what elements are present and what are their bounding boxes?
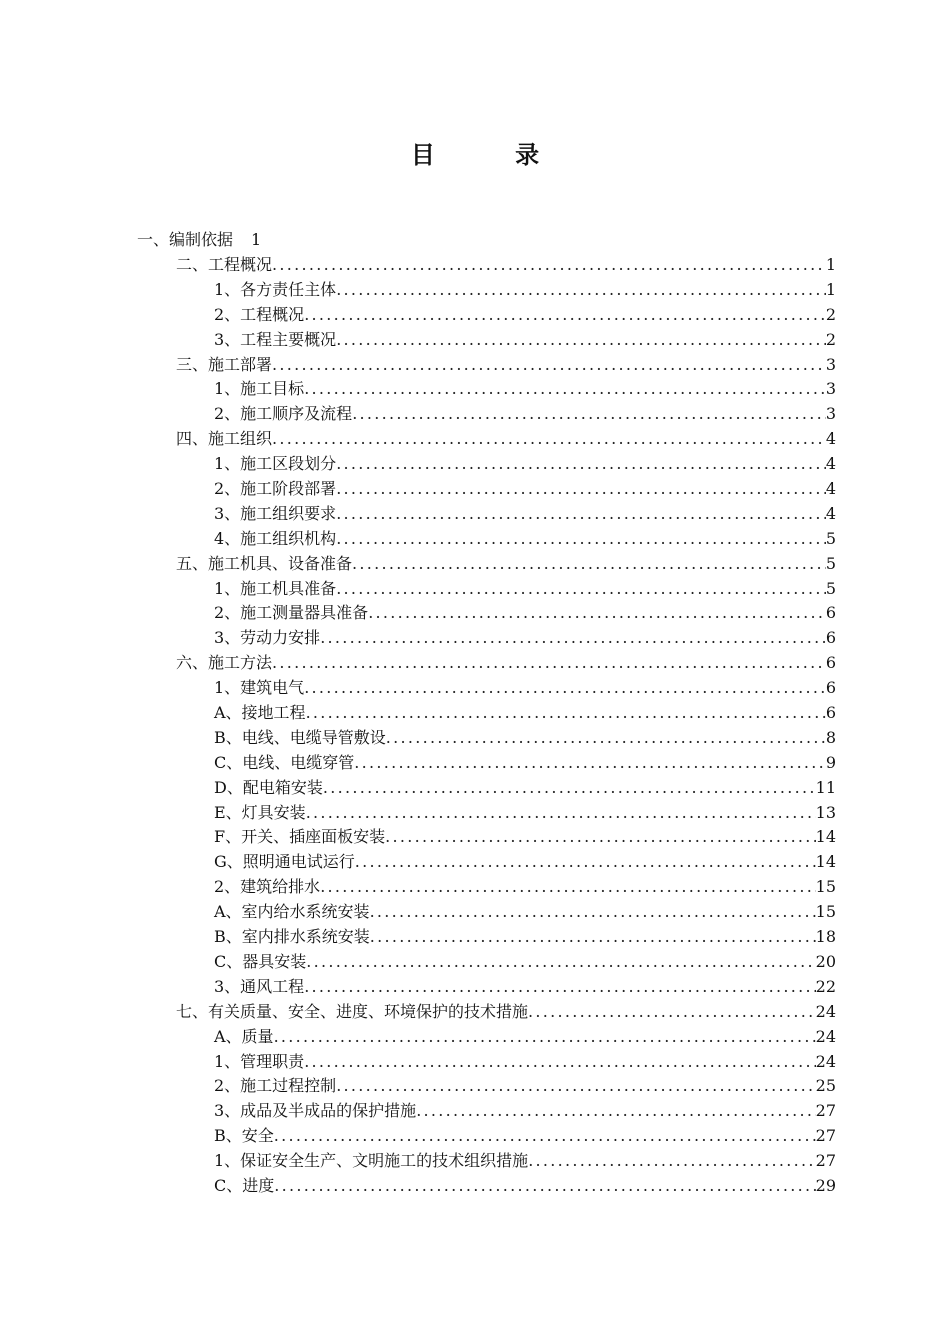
toc-entry-page: 1 — [825, 279, 836, 299]
toc-leader-dots — [336, 577, 826, 602]
toc-entry-page: 4 — [825, 479, 836, 499]
toc-entry[interactable] — [0, 751, 950, 776]
toc-entry[interactable] — [0, 452, 950, 477]
toc-entry-label: 1、管理职责 — [214, 1051, 305, 1071]
toc-leader-dots — [272, 427, 826, 452]
toc-entry[interactable] — [0, 328, 950, 353]
toc-entry-page: 9 — [825, 752, 836, 772]
toc-list — [0, 253, 950, 1199]
toc-entry-page: 11 — [815, 777, 836, 797]
toc-entry[interactable] — [0, 850, 950, 875]
toc-entry-label: C、器具安装 — [214, 951, 307, 971]
toc-entry[interactable] — [0, 776, 950, 801]
toc-entry[interactable] — [0, 427, 950, 452]
toc-leader-dots — [306, 701, 826, 726]
toc-entry-page: 22 — [815, 976, 836, 996]
toc-entry-label: A、接地工程 — [214, 703, 306, 723]
toc-leader-dots — [368, 601, 826, 626]
toc-entry-page: 3 — [825, 404, 836, 424]
toc-entry-page: 14 — [815, 852, 836, 872]
toc-entry-page: 6 — [825, 703, 836, 723]
toc-entry[interactable] — [0, 701, 950, 726]
toc-entry-label: 3、劳动力安排 — [214, 628, 321, 648]
toc-leader-dots — [336, 452, 826, 477]
toc-entry-page: 27 — [815, 1126, 836, 1146]
toc-entry-page: 1 — [251, 230, 262, 249]
toc-entry-label: F、开关、插座面板安装 — [214, 827, 386, 847]
toc-entry-label: 2、施工阶段部署 — [214, 479, 337, 499]
toc-leader-dots — [304, 975, 815, 1000]
toc-entry-page: 4 — [825, 503, 836, 523]
toc-leader-dots — [320, 626, 826, 651]
toc-entry-label: 一、编制依据 — [137, 230, 234, 249]
toc-entry[interactable] — [0, 626, 950, 651]
toc-entry-label: 2、施工过程控制 — [214, 1076, 337, 1096]
toc-leader-dots — [304, 377, 826, 402]
toc-entry-label: 1、建筑电气 — [214, 678, 305, 698]
toc-entry[interactable] — [0, 1124, 950, 1149]
page-title: 目 录 — [410, 141, 576, 169]
toc-entry[interactable] — [0, 875, 950, 900]
toc-entry-page: 3 — [825, 379, 836, 399]
toc-entry[interactable] — [0, 1074, 950, 1099]
toc-entry-label: 3、成品及半成品的保护措施 — [214, 1101, 417, 1121]
toc-entry-page: 18 — [815, 927, 836, 947]
toc-leader-dots — [528, 1149, 815, 1174]
toc-entry-page: 24 — [815, 1051, 836, 1071]
toc-entry-page: 20 — [815, 951, 836, 971]
toc-leader-dots — [336, 502, 826, 527]
toc-entry-label: 3、工程主要概况 — [214, 329, 337, 349]
toc-entry[interactable] — [0, 477, 950, 502]
toc-entry-page: 29 — [815, 1175, 836, 1195]
toc-entry[interactable] — [0, 726, 950, 751]
toc-entry-page: 24 — [815, 1001, 836, 1021]
toc-leader-dots — [274, 1025, 816, 1050]
toc-entry-label: 2、施工顺序及流程 — [214, 404, 353, 424]
toc-leader-dots — [306, 950, 815, 975]
toc-entry[interactable] — [0, 1174, 950, 1199]
toc-entry-label: 2、施工测量器具准备 — [214, 603, 369, 623]
toc-entry-page: 1 — [825, 255, 836, 274]
toc-entry-page: 5 — [825, 578, 836, 598]
toc-entry-page: 6 — [825, 603, 836, 623]
toc-entry-label: 3、通风工程 — [214, 976, 305, 996]
toc-entry-label: B、电线、电缆导管敷设 — [214, 727, 386, 747]
toc-leader-dots — [274, 1174, 815, 1199]
toc-entry[interactable] — [0, 1149, 950, 1174]
toc-entry-label: A、质量 — [214, 1026, 274, 1046]
toc-entry-label: B、室内排水系统安装 — [214, 927, 370, 947]
toc-entry-page: 15 — [815, 902, 836, 922]
toc-entry[interactable] — [0, 552, 950, 577]
toc-entry[interactable] — [0, 527, 950, 552]
toc-entry-label: 2、工程概况 — [214, 304, 305, 324]
toc-leader-dots — [306, 801, 816, 826]
toc-entry-label: C、进度 — [214, 1175, 275, 1195]
toc-entry[interactable] — [0, 676, 950, 701]
toc-entry[interactable] — [0, 825, 950, 850]
toc-entry-label: E、灯具安装 — [214, 802, 306, 822]
toc-entry[interactable] — [0, 353, 950, 378]
toc-leader-dots — [323, 776, 816, 801]
toc-entry-label: 2、建筑给排水 — [214, 877, 321, 897]
toc-leader-dots — [355, 850, 816, 875]
toc-entry-page: 2 — [825, 329, 836, 349]
toc-entry-label: C、电线、电缆穿管 — [214, 752, 355, 772]
toc-leader-dots — [274, 1124, 816, 1149]
toc-leader-dots — [272, 353, 826, 378]
toc-leader-dots — [370, 900, 816, 925]
toc-entry-label: 二、工程概况 — [176, 255, 273, 274]
toc-leader-dots — [386, 726, 826, 751]
toc-leader-dots — [528, 1000, 816, 1025]
toc-leader-dots — [336, 278, 826, 303]
toc-entry-page: 25 — [815, 1076, 836, 1096]
toc-entry-label: 4、施工组织机构 — [214, 528, 337, 548]
toc-entry-label: 1、施工区段划分 — [214, 454, 337, 474]
toc-entry-label: 1、各方责任主体 — [214, 279, 337, 299]
toc-leader-dots — [304, 1050, 815, 1075]
toc-leader-dots — [304, 303, 826, 328]
toc-leader-dots — [336, 328, 826, 353]
toc-leader-dots — [416, 1099, 815, 1124]
toc-entry[interactable] — [0, 601, 950, 626]
toc-leader-dots — [352, 402, 826, 427]
toc-leader-dots — [336, 1074, 815, 1099]
toc-entry-label: 六、施工方法 — [176, 653, 273, 673]
toc-entry[interactable] — [0, 900, 950, 925]
toc-entry-page: 5 — [825, 553, 836, 573]
toc-entry-page: 6 — [825, 628, 836, 648]
toc-entry[interactable] — [0, 651, 950, 676]
toc-entry[interactable] — [0, 502, 950, 527]
toc-entry-label: D、配电箱安装 — [214, 777, 323, 797]
toc-entry-page: 2 — [825, 304, 836, 324]
toc-leader-dots — [272, 253, 826, 278]
toc-entry[interactable] — [0, 253, 950, 278]
toc-entry[interactable] — [0, 303, 950, 328]
toc-entry-label: 3、施工组织要求 — [214, 503, 337, 523]
toc-entry[interactable] — [0, 801, 950, 826]
toc-entry-page: 5 — [825, 528, 836, 548]
toc-entry-page: 3 — [825, 354, 836, 374]
toc-entry-page: 8 — [825, 727, 836, 747]
toc-leader-dots — [354, 751, 826, 776]
toc-leader-dots — [304, 676, 826, 701]
toc-leader-dots — [272, 651, 826, 676]
toc-entry[interactable] — [0, 402, 950, 427]
toc-entry-page: 6 — [825, 678, 836, 698]
toc-entry-page: 15 — [815, 877, 836, 897]
toc-entry-first — [137, 228, 261, 253]
toc-entry-page: 4 — [825, 454, 836, 474]
toc-entry[interactable] — [0, 925, 950, 950]
toc-leader-dots — [385, 825, 816, 850]
toc-leader-dots — [370, 925, 816, 950]
toc-leader-dots — [352, 552, 826, 577]
toc-entry-label: 1、施工目标 — [214, 379, 305, 399]
toc-entry-label: 三、施工部署 — [176, 354, 273, 374]
toc-entry-page: 27 — [815, 1101, 836, 1121]
toc-entry-page: 13 — [815, 802, 836, 822]
toc-entry-label: 四、施工组织 — [176, 429, 273, 449]
toc-entry-page: 27 — [815, 1151, 836, 1171]
toc-leader-dots — [320, 875, 815, 900]
toc-entry-label: B、安全 — [214, 1126, 274, 1146]
toc-entry[interactable] — [0, 1099, 950, 1124]
toc-entry-label: G、照明通电试运行 — [214, 852, 355, 872]
toc-entry-label: 1、保证安全生产、文明施工的技术组织措施 — [214, 1151, 529, 1171]
toc-entry[interactable] — [0, 1050, 950, 1075]
toc-entry[interactable] — [0, 950, 950, 975]
toc-entry-label: 1、施工机具准备 — [214, 578, 337, 598]
toc-entry-label: 七、有关质量、安全、进度、环境保护的技术措施 — [176, 1001, 529, 1021]
toc-entry-page: 4 — [825, 429, 836, 449]
toc-entry-page: 6 — [825, 653, 836, 673]
toc-entry[interactable] — [0, 975, 950, 1000]
toc-entry-page: 14 — [815, 827, 836, 847]
toc-entry-label: 五、施工机具、设备准备 — [176, 553, 353, 573]
toc-entry-page: 24 — [815, 1026, 836, 1046]
toc-entry[interactable] — [0, 377, 950, 402]
toc-leader-dots — [336, 477, 826, 502]
toc-entry[interactable] — [0, 577, 950, 602]
toc-entry[interactable] — [0, 1000, 950, 1025]
toc-entry-label: A、室内给水系统安装 — [214, 902, 370, 922]
toc-leader-dots — [336, 527, 826, 552]
toc-entry[interactable] — [0, 1025, 950, 1050]
toc-entry[interactable] — [0, 278, 950, 303]
